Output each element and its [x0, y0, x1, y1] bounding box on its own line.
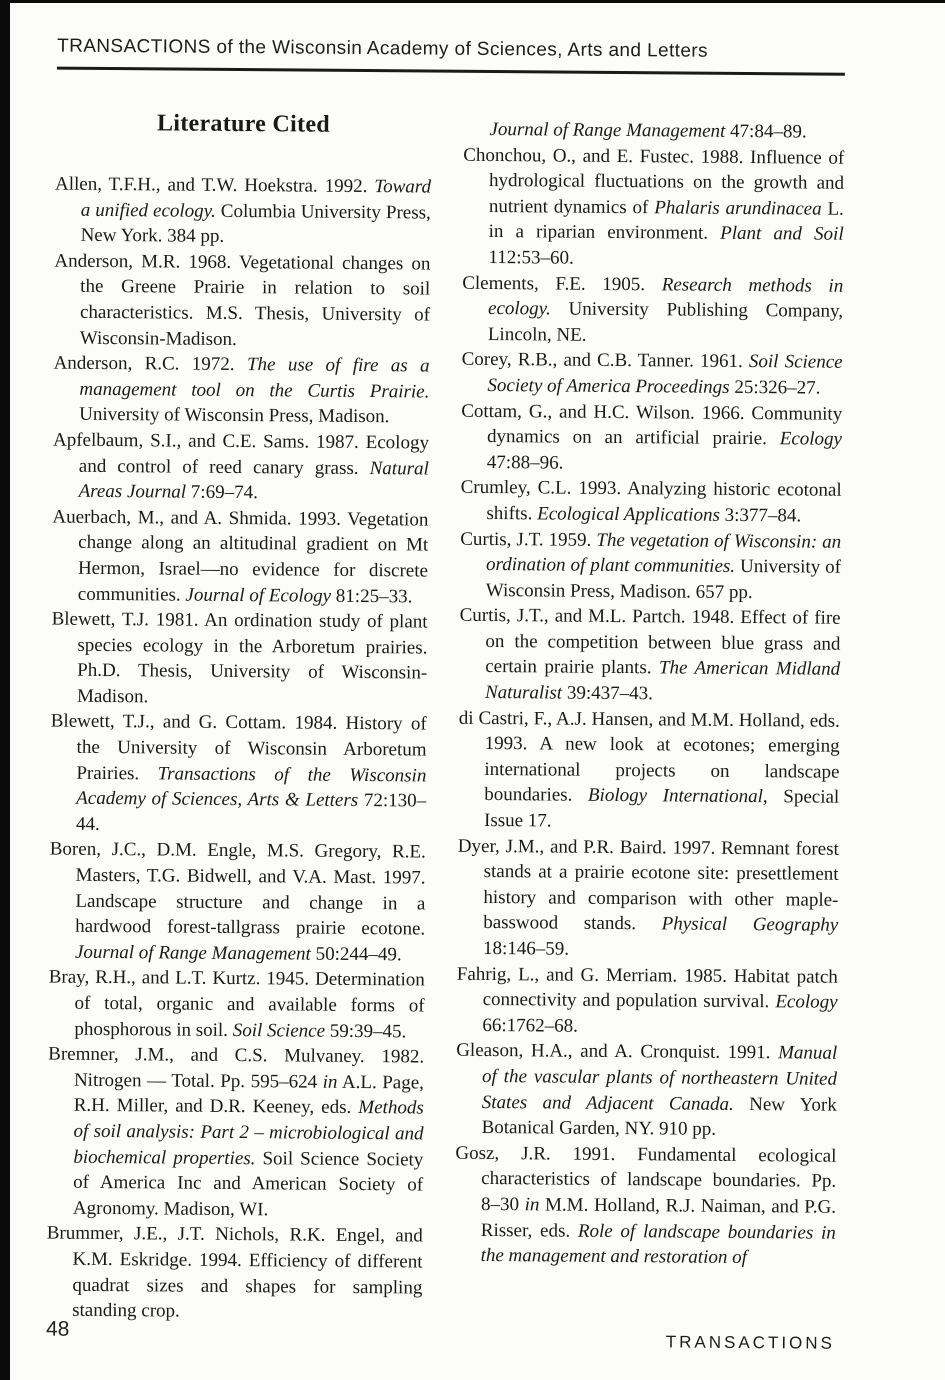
reference-text-run: Journal of Range Management: [74, 941, 311, 965]
reference-text-run: Columbia University Press, New York. 384 pp.: [80, 200, 431, 248]
reference-text-run: di Castri, F., A.J. Hansen, and M.M. Holland, eds. 1993. A new look at ecotones; emerging international projects on landscape boundaries.: [458, 707, 840, 807]
right-column: [455, 117, 845, 1272]
reference-text-run: in: [322, 1071, 338, 1093]
reference-list-right: [455, 117, 845, 1272]
reference-entry: [53, 428, 430, 508]
reference-text-run: The American Midland Naturalist: [484, 657, 841, 704]
running-footer-title: TRANSACTIONS: [665, 1332, 836, 1353]
reference-text-run: Physical Geography: [661, 913, 839, 937]
reference-text-run: Methods of soil analysis: Part 2 – microbiological and biochemical properties.: [73, 1097, 424, 1169]
reference-text-run: Blewett, T.J. 1981. An ordination study of plant species ecology in the Arboretum prairies. Ph.D. Thesis, University of Wisconsin-Madison.: [51, 608, 428, 708]
reference-entry: [461, 347, 842, 401]
reference-text-run: 3:377–84.: [719, 504, 802, 527]
reference-text-run: University Publishing Company, Lincoln, NE.: [487, 298, 844, 346]
reference-text-run: 18:146–59.: [482, 937, 570, 960]
reference-entry: [455, 1140, 837, 1271]
reference-list-left: [46, 172, 431, 1327]
reference-text-run: Apfelbaum, S.I., and C.E. Sams. 1987. Ecology and control of reed canary grass.: [52, 429, 430, 479]
reference-text-run: 7:69–74.: [186, 481, 258, 504]
reference-text-run: Journal of Range Management: [489, 118, 726, 142]
reference-text-run: Bremner, J.M., and C.S. Mulvaney. 1982. Nitrogen — Total. Pp. 595–624: [48, 1043, 425, 1093]
reference-text-run: L. in a riparian environment.: [488, 198, 844, 245]
reference-text-run: Soil Science: [232, 1019, 326, 1042]
reference-text-run: Natural Areas Journal: [78, 457, 429, 503]
reference-text-run: , Special Issue 17.: [483, 786, 840, 832]
reference-entry: [460, 475, 841, 529]
reference-text-run: Journal of Ecology: [185, 584, 332, 607]
reference-text-run: Crumley, C.L. 1993. Analyzing historic ecotonal shifts.: [460, 477, 842, 525]
reference-text-run: Phalaris arundinacea: [654, 197, 822, 220]
reference-text-run: Ecology: [779, 428, 843, 450]
reference-entry: [52, 504, 429, 609]
reference-entry: [460, 526, 842, 606]
reference-text-run: The vegetation of Wisconsin: an ordination of plant communities.: [485, 529, 842, 578]
reference-entry: [462, 270, 844, 350]
reference-text-run: M.M. Holland, R.J. Naiman, and P.G. Risser, eds.: [480, 1194, 837, 1242]
reference-text-run: 72:130–44.: [75, 790, 427, 835]
reference-text-run: Curtis, J.T. 1959.: [460, 528, 597, 551]
reference-text-run: New York Botanical Garden, NY. 910 pp.: [481, 1093, 837, 1140]
reference-entry: [54, 248, 431, 353]
reference-text-run: Anderson, R.C. 1972.: [53, 352, 248, 376]
reference-text-run: Fahrig, L., and G. Merriam. 1985. Habitat patch connectivity and population survival.: [456, 963, 838, 1013]
reference-text-run: Chonchou, O., and E. Fustec. 1988. Influence of hydrological fluctuations on the growth and nutrient dynamics of: [463, 144, 845, 219]
reference-text-run: Bray, R.H., and L.T. Kurtz. 1945. Determination of total, organic and available forms of phosphorous in soil.: [48, 966, 425, 1041]
reference-text-run: Auerbach, M., and A. Shmida. 1993. Vegetation change along an altitudinal gradient on Mt Hermon, Israel—no evidence for discrete communities.: [52, 506, 429, 606]
reference-entry: [53, 351, 430, 431]
reference-text-run: 81:25–33.: [331, 585, 413, 607]
reference-text-run: Curtis, J.T., and M.L. Partch. 1948. Effect of fire on the competition between blue grass and certain prairie plants.: [459, 605, 841, 679]
reference-text-run: Role of landscape boundaries in the management and restoration of: [480, 1220, 836, 1269]
reference-text-run: Brummer, J.E., J.T. Nichols, R.K. Engel, and K.M. Eskridge. 1994. Efficiency of different quadrat sizes and shapes for sampling standing crop.: [46, 1222, 423, 1322]
reference-text-run: 47:88–96.: [486, 451, 564, 474]
reference-text-run: Gleason, H.A., and A. Cronquist. 1991.: [456, 1040, 779, 1064]
reference-text-run: Ecological Applications: [537, 503, 720, 526]
reference-entry: [463, 117, 844, 146]
reference-entry: [48, 965, 425, 1045]
reference-text-run: 59:39–45.: [324, 1020, 407, 1042]
reference-text-run: Plant and Soil: [720, 223, 844, 246]
reference-text-run: Toward a unified ecology.: [80, 176, 432, 222]
reference-text-run: Biology International: [587, 785, 764, 808]
page-number: 48: [45, 1317, 70, 1341]
section-heading: Literature Cited: [156, 110, 331, 138]
reference-text-run: 50:244–49.: [310, 943, 402, 966]
reference-text-run: 25:326–27.: [729, 376, 821, 399]
reference-entry: [456, 1038, 838, 1143]
reference-entry: [47, 1042, 424, 1224]
reference-entry: [50, 709, 427, 840]
reference-text-run: Cottam, G., and H.C. Wilson. 1966. Community dynamics on an artificial prairie.: [461, 400, 843, 450]
reference-text-run: Gosz, J.R. 1991. Fundamental ecological characteristics of landscape boundaries. Pp. 8–30: [455, 1142, 837, 1216]
running-header: [57, 36, 845, 76]
reference-text-run: Soil Science Society of America Inc and American Society of Agronomy. Madison, WI.: [72, 1147, 424, 1221]
reference-entry: [46, 1221, 423, 1326]
reference-text-run: Soil Science Society of America Proceedings: [487, 351, 843, 398]
reference-text-run: 112:53–60.: [488, 246, 574, 269]
reference-text-run: Anderson, M.R. 1968. Vegetational changes on the Greene Prairie in relation to soil characteristics. M.S. Thesis, University of Wisconsin-Madison.: [54, 250, 431, 350]
reference-text-run: University of Wisconsin Press, Madison.: [79, 404, 390, 428]
reference-entry: [457, 833, 839, 964]
reference-entry: [456, 961, 838, 1041]
reference-text-run: Allen, T.F.H., and T.W. Hoekstra. 1992.: [54, 173, 375, 198]
reference-text-run: 39:437–43.: [562, 682, 653, 705]
reference-text-run: Research methods in ecology.: [487, 273, 844, 320]
reference-text-run: Boren, J.C., D.M. Engle, M.S. Gregory, R.E. Masters, T.G. Bidwell, and V.A. Mast. 1997. Landscape structure and change in a hardwood forest-tallgrass prairie ecotone.: [49, 838, 426, 940]
reference-text-run: 47:84–89.: [725, 120, 807, 143]
reference-text-run: A.L. Page, R.H. Miller, and D.R. Keeney, eds.: [73, 1071, 425, 1119]
reference-text-run: The use of fire as a management tool on the Curtis Prairie.: [79, 354, 430, 403]
reference-text-run: Transactions of the Wisconsin Academy of Sciences, Arts & Letters: [76, 763, 427, 812]
reference-entry: [459, 603, 841, 708]
reference-entry: [461, 398, 843, 478]
left-column: [46, 106, 432, 1327]
reference-text-run: Corey, R.B., and C.B. Tanner. 1961.: [461, 349, 750, 373]
reference-text-run: Manual of the vascular plants of northeastern United States and Adjacent Canada.: [481, 1042, 838, 1115]
reference-text-run: Blewett, T.J., and G. Cottam. 1984. History of the University of Wisconsin Arboretum Prairies.: [50, 711, 427, 785]
reference-entry: [49, 837, 426, 968]
reference-entry: [55, 172, 432, 252]
reference-text-run: Dyer, J.M., and P.R. Baird. 1997. Remnant forest stands at a prairie ecotone site: presettlement history and comparison with other maple-basswood stands.: [457, 835, 839, 935]
reference-entry: [51, 607, 428, 712]
running-header-title: TRANSACTIONS of the Wisconsin Academy of Sciences, Arts and Letters: [57, 35, 709, 62]
reference-entry: [462, 142, 844, 273]
reference-text-run: Ecology: [775, 991, 838, 1013]
reference-text-run: in: [524, 1194, 540, 1216]
reference-text-run: University of Wisconsin Press, Madison. 657 pp.: [485, 556, 842, 603]
reference-text-run: Clements, F.E. 1905.: [462, 272, 662, 295]
reference-entry: [458, 705, 840, 836]
reference-text-run: 66:1762–68.: [482, 1014, 579, 1037]
